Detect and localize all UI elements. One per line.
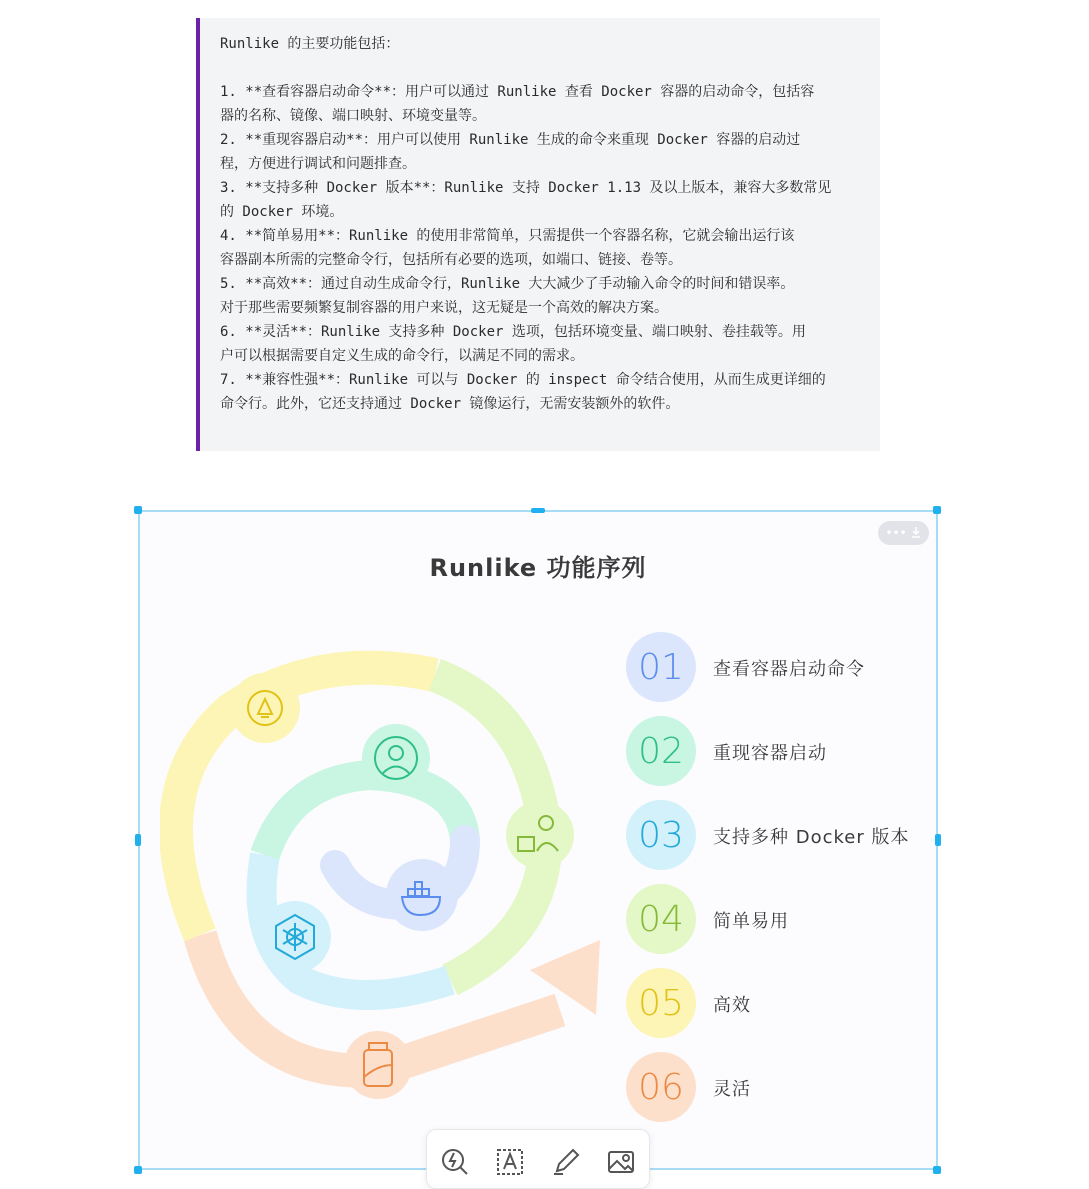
step-label-04: 简单易用 bbox=[713, 911, 789, 932]
note-line: 1. **查看容器启动命令**：用户可以通过 Runlike 查看 Docker 容器的启动命令，包括容 bbox=[220, 84, 815, 100]
more-icon[interactable]: ••• bbox=[885, 526, 907, 540]
infographic-title: Runlike 功能序列 bbox=[429, 554, 647, 582]
note-gap bbox=[220, 56, 860, 80]
resize-handle-top[interactable] bbox=[531, 508, 545, 513]
image-icon[interactable] bbox=[603, 1144, 639, 1180]
resize-handle-top-left[interactable] bbox=[134, 506, 142, 514]
spiral-diagram bbox=[160, 640, 620, 1110]
note-line: 容器副本所需的完整命令行，包括所有必要的选项，如端口、链接、卷等。 bbox=[220, 252, 682, 268]
note-line: 户可以根据需要自定义生成的命令行，以满足不同的需求。 bbox=[220, 348, 584, 364]
step-label-03: 支持多种 Docker 版本 bbox=[713, 827, 910, 848]
note-line: 4. **简单易用**：Runlike 的使用非常简单，只需提供一个容器名称，它就会输出运行该 bbox=[220, 228, 795, 244]
note-line: 3. **支持多种 Docker 版本**：Runlike 支持 Docker 1.13 及以上版本，兼容大多数常见 bbox=[220, 180, 832, 196]
resize-handle-left[interactable] bbox=[135, 834, 141, 846]
canvas-actions-pill[interactable] bbox=[878, 521, 929, 545]
note-line: 7. **兼容性强**：Runlike 可以与 Docker 的 inspect 命令结合使用，从而生成更详细的 bbox=[220, 372, 826, 388]
resize-handle-right[interactable] bbox=[935, 834, 941, 846]
note-blockquote bbox=[196, 18, 880, 451]
note-line: 6. **灵活**：Runlike 支持多种 Docker 选项，包括环境变量、端口映射、卷挂载等。用 bbox=[220, 324, 806, 340]
step-number-06: 06 bbox=[626, 1052, 696, 1122]
step-number-04: 04 bbox=[626, 884, 696, 954]
note-line: 器的名称、镜像、端口映射、环境变量等。 bbox=[220, 108, 486, 124]
note-intro: Runlike 的主要功能包括： bbox=[220, 36, 400, 52]
step-number-01: 01 bbox=[626, 632, 696, 702]
text-box-icon[interactable] bbox=[492, 1144, 528, 1180]
spiral-segment-02 bbox=[265, 775, 465, 855]
pen-icon[interactable] bbox=[548, 1144, 584, 1180]
step-label-02: 重现容器启动 bbox=[713, 743, 827, 764]
step-label-06: 灵活 bbox=[713, 1079, 751, 1100]
resize-handle-bottom-right[interactable] bbox=[933, 1166, 941, 1174]
step-number-02: 02 bbox=[626, 716, 696, 786]
note-line: 的 Docker 环境。 bbox=[220, 204, 344, 220]
download-icon[interactable] bbox=[910, 526, 922, 541]
resize-handle-bottom-left[interactable] bbox=[134, 1166, 142, 1174]
floating-toolbar bbox=[426, 1129, 650, 1189]
resize-handle-top-right[interactable] bbox=[933, 506, 941, 514]
note-line: 2. **重现容器启动**：用户可以使用 Runlike 生成的命令来重现 Docker 容器的启动过 bbox=[220, 132, 801, 148]
step-number-03: 03 bbox=[626, 800, 696, 870]
note-line: 5. **高效**：通过自动生成命令行，Runlike 大大减少了手动输入命令的时间和错误率。 bbox=[220, 276, 795, 292]
lightning-search-icon[interactable] bbox=[437, 1144, 473, 1180]
note-line: 程，方便进行调试和问题排查。 bbox=[220, 156, 416, 172]
step-label-05: 高效 bbox=[713, 995, 751, 1016]
step-label-01: 查看容器启动命令 bbox=[713, 659, 865, 680]
step-number-05: 05 bbox=[626, 968, 696, 1038]
note-line: 命令行。此外，它还支持通过 Docker 镜像运行，无需安装额外的软件。 bbox=[220, 396, 680, 412]
note-line: 对于那些需要频繁复制容器的用户来说，这无疑是一个高效的解决方案。 bbox=[220, 300, 668, 316]
